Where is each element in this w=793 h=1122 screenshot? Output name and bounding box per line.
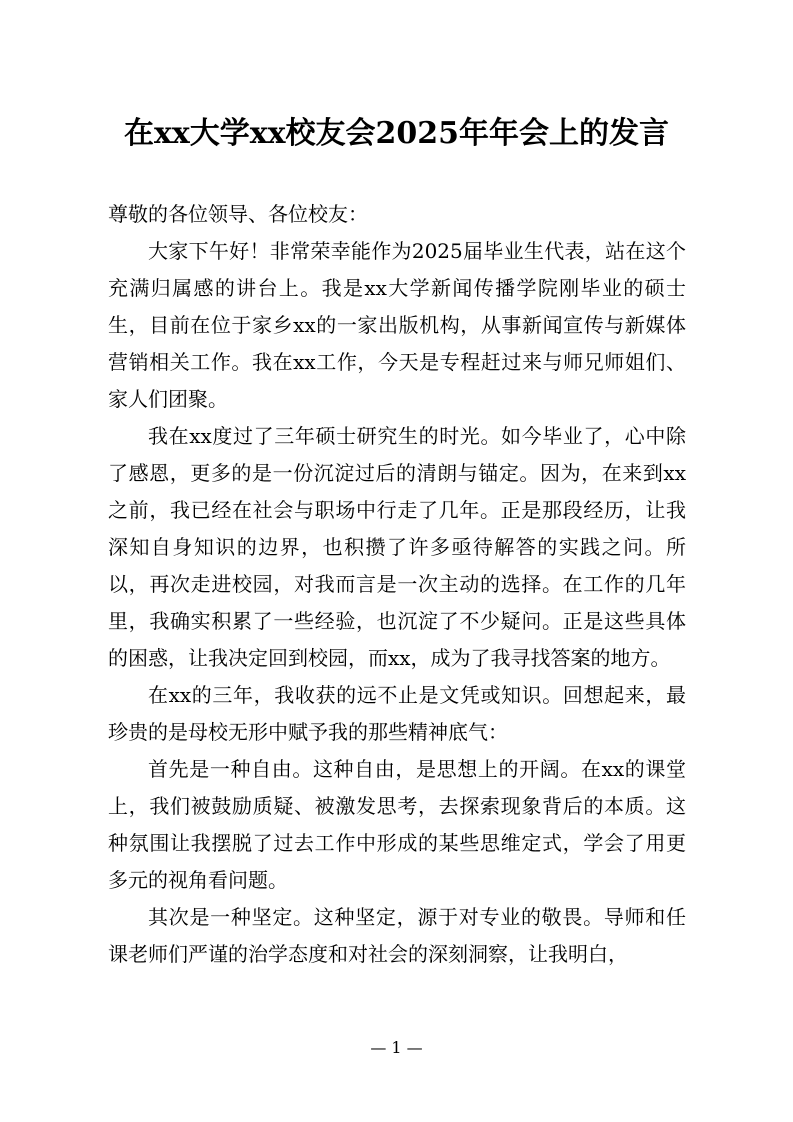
document-title: 在xx大学xx校友会2025年年会上的发言 bbox=[123, 116, 670, 151]
paragraph-3: 在xx的三年，我收获的远不止是文凭或知识。回想起来，最珍贵的是母校无形中赋予我的那些精神底气： bbox=[108, 683, 686, 744]
paragraph-2: 我在xx度过了三年硕士研究生的时光。如今毕业了，心中除了感恩，更多的是一份沉淀过后的清朗与锚定。因为，在来到xx之前，我已经在社会与职场中行走了几年。正是那段经历，让我深知自身知识的边界，也积攒了许多亟待解答的实践之问。所以，再次走进校园，对我而言是一次主动的选择。在工作的几年里，我确实积累了一些经验，也沉淀了不少疑问。正是这些具体的困惑，让我决定回到校园，而xx，成为了我寻找答案的地方。 bbox=[108, 424, 686, 670]
paragraph-4: 首先是一种自由。这种自由，是思想上的开阔。在xx的课堂上，我们被鼓励质疑、被激发思考，去探索现象背后的本质。这种氛围让我摆脱了过去工作中形成的某些思维定式，学会了用更多元的视角看问题。 bbox=[108, 757, 686, 892]
paragraph-5: 其次是一种坚定。这种坚定，源于对专业的敬畏。导师和任课老师们严谨的治学态度和对社会的深刻洞察，让我明白， bbox=[108, 905, 686, 966]
paragraph-1: 大家下午好！非常荣幸能作为2025届毕业生代表，站在这个充满归属感的讲台上。我是xx大学新闻传播学院刚毕业的硕士生，目前在位于家乡xx的一家出版机构，从事新闻宣传与新媒体营销相关工作。我在xx工作，今天是专程赶过来与师兄师姐们、家人们团聚。 bbox=[108, 239, 686, 411]
page-number: — 1 — bbox=[370, 1038, 423, 1057]
document-body bbox=[108, 196, 686, 973]
salutation: 尊敬的各位领导、各位校友： bbox=[108, 202, 368, 226]
